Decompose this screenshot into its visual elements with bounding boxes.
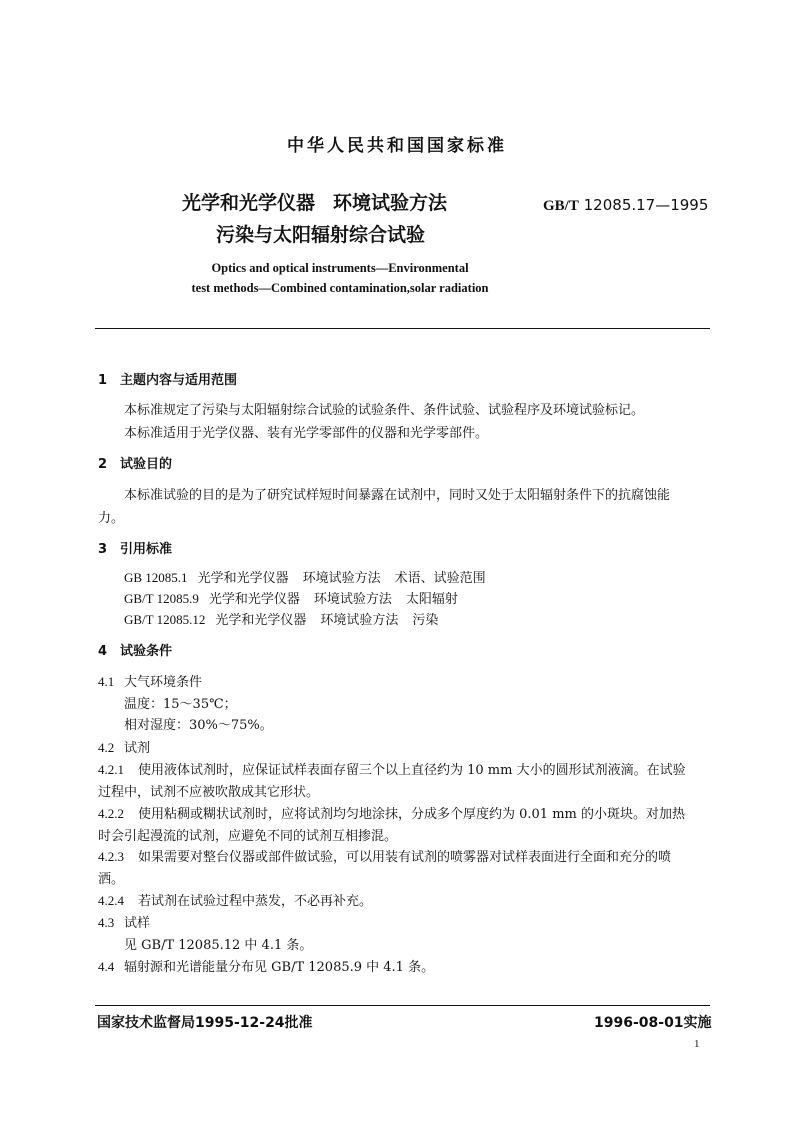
reference-part: 光学和光学仪器 bbox=[208, 592, 300, 607]
reference-part: 光学和光学仪器 bbox=[197, 571, 289, 586]
temperature-condition: 温度：15～35℃； bbox=[124, 697, 237, 712]
title-line-1 bbox=[182, 188, 447, 215]
subsection-number: 4.2 bbox=[98, 740, 115, 755]
subsection-title: 大气环境条件 bbox=[124, 675, 203, 690]
reference-code: GB/T 12085.12 bbox=[124, 612, 206, 627]
reference-part: 环境试验方法 bbox=[302, 571, 381, 586]
section-4-heading bbox=[98, 640, 172, 659]
clause-text: 使用液体试剂时，应保证试样表面存留三个以上直径约为 10 mm 大小的圆形试剂液滴。在试验 bbox=[138, 763, 686, 778]
implementation-date: 1996-08-01实施 bbox=[594, 1015, 712, 1031]
subsection-number: 4.4 bbox=[98, 959, 115, 974]
clause-4-2-3-line-1 bbox=[98, 846, 671, 865]
section-number: 4 bbox=[98, 644, 108, 659]
english-title-line-1: Optics and optical instruments—Environmental bbox=[211, 261, 469, 275]
clause-4-2-1-line-2: 过程中，试剂不应被吹散成其它形状。 bbox=[98, 785, 320, 800]
section-number: 2 bbox=[98, 457, 108, 472]
clause-number: 4.2.3 bbox=[98, 849, 124, 864]
clause-4-2-1-line-1 bbox=[98, 759, 686, 778]
standard-code: 12085.17—1995 bbox=[583, 196, 709, 214]
subsection-number: 4.3 bbox=[98, 915, 115, 930]
reference-part: 环境试验方法 bbox=[320, 613, 399, 628]
section-number: 3 bbox=[98, 542, 108, 557]
section-number: 1 bbox=[98, 373, 108, 388]
standard-number bbox=[543, 196, 708, 215]
clause-number: 4.2.2 bbox=[98, 806, 124, 821]
subsection-4-4 bbox=[98, 956, 434, 975]
subsection-4-2-heading bbox=[98, 737, 150, 756]
section-title: 主题内容与适用范围 bbox=[120, 373, 238, 388]
subsection-title: 试剂 bbox=[124, 741, 151, 756]
reference-part: 太阳辐射 bbox=[405, 592, 458, 607]
section-2-para-line-2: 力。 bbox=[98, 511, 125, 526]
title-line-2: 污染与太阳辐射综合试验 bbox=[216, 224, 426, 246]
section-1-para-2: 本标准适用于光学仪器、装有光学零部件的仪器和光学零部件。 bbox=[124, 426, 489, 441]
subsection-4-1-heading bbox=[98, 671, 202, 690]
clause-4-2-2-line-1 bbox=[98, 803, 685, 822]
clause-text: 若试剂在试验过程中蒸发，不必再补充。 bbox=[138, 894, 373, 909]
issuing-authority-header: 中华人民共和国国家标准 bbox=[287, 136, 507, 156]
clause-number: 4.2.4 bbox=[98, 893, 124, 908]
title-part-b: 环境试验方法 bbox=[333, 192, 448, 214]
reference-part: 术语、试验范围 bbox=[394, 571, 486, 586]
reference-item bbox=[124, 567, 486, 586]
reference-code: GB/T 12085.9 bbox=[124, 591, 199, 606]
specimen-reference: 见 GB/T 12085.12 中 4.1 条。 bbox=[124, 938, 313, 953]
section-title: 试验条件 bbox=[120, 644, 173, 659]
section-3-heading bbox=[98, 538, 172, 557]
page-number: 1 bbox=[694, 1038, 700, 1050]
clause-4-2-3-line-2: 洒。 bbox=[98, 872, 125, 887]
section-1-para-1: 本标准规定了污染与太阳辐射综合试验的试验条件、条件试验、试验程序及环境试验标记。 bbox=[124, 403, 645, 418]
subsection-title: 试样 bbox=[124, 916, 151, 931]
approval-date: 国家技术监督局1995-12-24批准 bbox=[97, 1015, 313, 1031]
header-divider bbox=[95, 328, 710, 329]
clause-text: 使用粘稠或糊状试剂时，应将试剂均匀地涂抹，分成多个厚度约为 0.01 mm 的小斑块。对加热 bbox=[138, 807, 685, 822]
clause-text: 如果需要对整台仪器或部件做试验，可以用装有试剂的喷雾器对试样表面进行全面和充分的喷 bbox=[138, 850, 672, 865]
subsection-4-3-heading bbox=[98, 912, 150, 931]
subsection-text: 辐射源和光谱能量分布见 GB/T 12085.9 中 4.1 条。 bbox=[124, 960, 435, 975]
clause-4-2-4 bbox=[98, 890, 372, 909]
clause-4-2-2-line-2: 时会引起漫流的试剂，应避免不同的试剂互相掺混。 bbox=[98, 829, 398, 844]
subsection-number: 4.1 bbox=[98, 674, 115, 689]
reference-part: 污染 bbox=[412, 613, 439, 628]
section-title: 试验目的 bbox=[120, 457, 173, 472]
section-1-heading bbox=[98, 369, 237, 388]
reference-part: 光学和光学仪器 bbox=[215, 613, 307, 628]
humidity-condition: 相对湿度：30%～75%。 bbox=[124, 718, 273, 733]
clause-number: 4.2.1 bbox=[98, 762, 124, 777]
section-title: 引用标准 bbox=[120, 542, 173, 557]
section-2-heading bbox=[98, 453, 172, 472]
reference-code: GB 12085.1 bbox=[124, 570, 188, 585]
english-title-line-2: test methods—Combined contamination,solar radiation bbox=[191, 281, 489, 295]
standard-prefix: GB/T bbox=[543, 198, 579, 214]
section-2-para-line-1: 本标准试验的目的是为了研究试样短时间暴露在试剂中，同时又处于太阳辐射条件下的抗腐蚀能 bbox=[124, 488, 671, 503]
reference-part: 环境试验方法 bbox=[313, 592, 392, 607]
footer-divider bbox=[95, 1005, 710, 1006]
reference-item bbox=[124, 588, 458, 607]
reference-item bbox=[124, 609, 438, 628]
title-part-a: 光学和光学仪器 bbox=[182, 192, 316, 214]
